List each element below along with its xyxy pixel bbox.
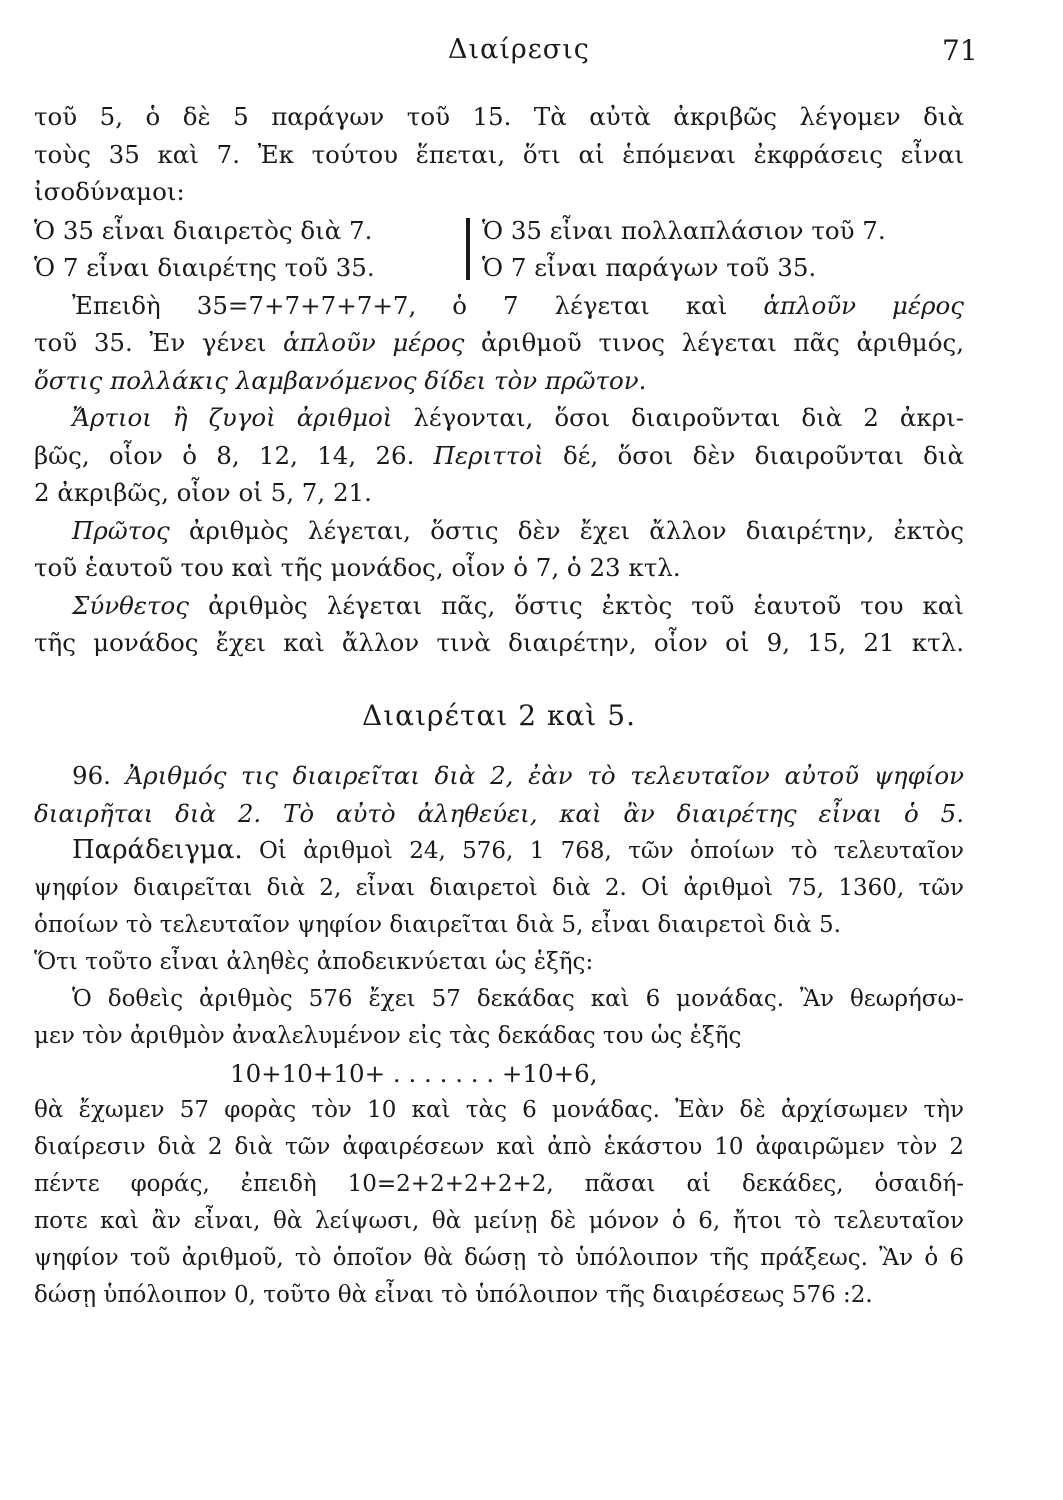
text-span: τοῦ 35. Ἐν γένει [34,328,284,357]
text-line: 2 ἀκριβῶς, οἷον οἱ 5, 7, 21. [34,478,372,507]
column-divider [466,218,470,280]
page-body [34,98,964,1314]
page-header [0,34,1063,74]
text-line [34,437,964,475]
text-line: ποτε καὶ ἂν εἶναι, θὰ λείψωσι, θὰ μείνῃ δὲ μόνον ὁ 6, ἤτοι τὸ τελευταῖον [34,1208,964,1234]
equivalence-table [34,212,964,287]
formula-line: 10+10+10+ . . . . . . . +10+6, [230,1059,598,1088]
text-line [34,512,964,550]
text-span: λέγονται, ὅσοι διαιροῦνται διὰ 2 ἀκρι- [392,403,964,432]
section-heading: Διαιρέται 2 καὶ 5. [361,698,637,732]
text-line [34,587,964,625]
equivalence-right [482,212,886,287]
term-even: Ἄρτιοι ἢ ζυγοὶ ἀριθμοὶ [72,403,393,432]
running-title: Διαίρεσις [448,34,590,65]
term-odd: Περιττοὶ [433,440,544,470]
text-line: Ὁ δοθεὶς ἀριθμὸς 576 ἔχει 57 δεκάδας καὶ 6 μονάδας. Ἂν θεωρήσω- [72,986,964,1012]
text-line: διαίρεσιν διὰ 2 διὰ τῶν ἀφαιρέσεων καὶ ἀπὸ ἑκάστου 10 ἀφαιρῶμεν τὸν 2 [34,1134,964,1160]
text-line [34,757,964,795]
text-line [34,362,964,400]
text-line: ὁποίων τὸ τελευταῖον ψηφίον διαιρεῖται διὰ 5, εἶναι διαιρετοὶ διὰ 5. [34,912,841,938]
text-line [34,324,964,362]
text-span: βῶς, οἷον ὁ 8, 12, 14, 26. [34,440,434,470]
text-span: Ἐπειδὴ 35=7+7+7+7+7, ὁ 7 λέγεται καὶ [72,290,764,320]
text-line [34,399,964,437]
page-number: 71 [942,34,978,67]
equivalence-item: Ὁ 35 εἶναι διαιρετὸς διὰ 7. [34,215,373,245]
example-label: Παράδειγμα. [72,835,243,865]
term-simple-part: ἁπλοῦν μέρος [283,328,465,357]
text-line: ψηφίον τοῦ ἀριθμοῦ, τὸ ὁποῖον θὰ δώσῃ τὸ ὑπόλοιπον τῆς πράξεως. Ἂν ὁ 6 [34,1245,964,1271]
text-line: τῆς μονάδος ἔχει καὶ ἄλλον τινὰ διαιρέτην, οἷον οἱ 9, 15, 21 κτλ. [34,628,964,657]
equivalence-item: Ὁ 35 εἶναι πολλαπλάσιον τοῦ 7. [482,215,886,245]
text-span: ἀριθμὸς λέγεται πᾶς, ὅστις ἐκτὸς τοῦ ἑαυτοῦ του καὶ [189,590,964,620]
text-span: ἀριθμὸς λέγεται, ὅστις δὲν ἔχει ἄλλον διαιρέτην, ἐκτὸς [169,515,964,545]
term-simple-part: ἁπλοῦν μέρος [763,290,965,320]
term-composite: Σύνθετος [72,590,190,620]
text-line: ἰσοδύναμοι: [34,177,185,206]
rule-italic: διαιρῆται διὰ 2. Τὸ αὐτὸ ἀληθεύει, καὶ ἂν διαιρέτης εἶναι ὁ 5. [34,798,964,828]
text-line [34,287,964,325]
text-line: ψηφίον διαιρεῖται διὰ 2, εἶναι διαιρετοὶ διὰ 2. Οἱ ἀριθμοὶ 75, 1360, τῶν [34,875,964,901]
text-span: δέ, ὅσοι δὲν διαιροῦνται διὰ [543,440,964,470]
example-block [34,832,964,1314]
equivalence-left [34,212,375,287]
text-line: δώσῃ ὑπόλοιπον 0, τοῦτο θὰ εἶναι τὸ ὑπόλοιπον τῆς διαιρέσεως 576 :2. [34,1282,873,1308]
text-line [34,795,964,833]
text-line: τοὺς 35 καὶ 7. Ἐκ τούτου ἕπεται, ὅτι αἱ ἑπόμεναι ἐκφράσεις εἶναι [34,139,964,169]
text-line: τοῦ ἑαυτοῦ του καὶ τῆς μονάδος, οἷον ὁ 7, ὁ 23 κτλ. [34,553,681,582]
text-line: Ὅτι τοῦτο εἶναι ἀληθὲς ἀποδεικνύεται ὡς ἑξῆς: [34,949,594,975]
equivalence-item: Ὁ 7 εἶναι διαιρέτης τοῦ 35. [34,253,375,282]
text-line: τοῦ 5, ὁ δὲ 5 παράγων τοῦ 15. Τὰ αὐτὰ ἀκριβῶς λέγομεν διὰ [34,102,964,131]
text-span: ἀριθμοῦ τινος λέγεται πᾶς ἀριθμός, [464,328,964,357]
definition-italic: ὅστις πολλάκις λαμβανόμενος δίδει τὸν πρῶτον. [34,365,647,395]
text-line: θὰ ἔχωμεν 57 φορὰς τὸν 10 καὶ τὰς 6 μονάδας. Ἐὰν δὲ ἀρχίσωμεν τὴν [34,1097,964,1123]
rule-italic: Ἀριθμός τις διαιρεῖται διὰ 2, ἐὰν τὸ τελευταῖον αὐτοῦ ψηφίον [125,761,964,790]
text-line: μεν τὸν ἀριθμὸν ἀναλελυμένον εἰς τὰς δεκάδας του ὡς ἑξῆς [34,1023,742,1049]
paragraph-number: 96. [72,761,126,790]
text-line [34,832,964,870]
text-span: Οἱ ἀριθμοὶ 24, 576, 1 768, τῶν ὁποίων τὸ τελευταῖον [242,838,964,864]
text-line: πέντε φοράς, ἐπειδὴ 10=2+2+2+2+2, πᾶσαι αἱ δεκάδες, ὁσαιδή- [34,1171,964,1197]
equivalence-item: Ὁ 7 εἶναι παράγων τοῦ 35. [482,253,817,282]
term-prime: Πρῶτος [72,515,170,545]
